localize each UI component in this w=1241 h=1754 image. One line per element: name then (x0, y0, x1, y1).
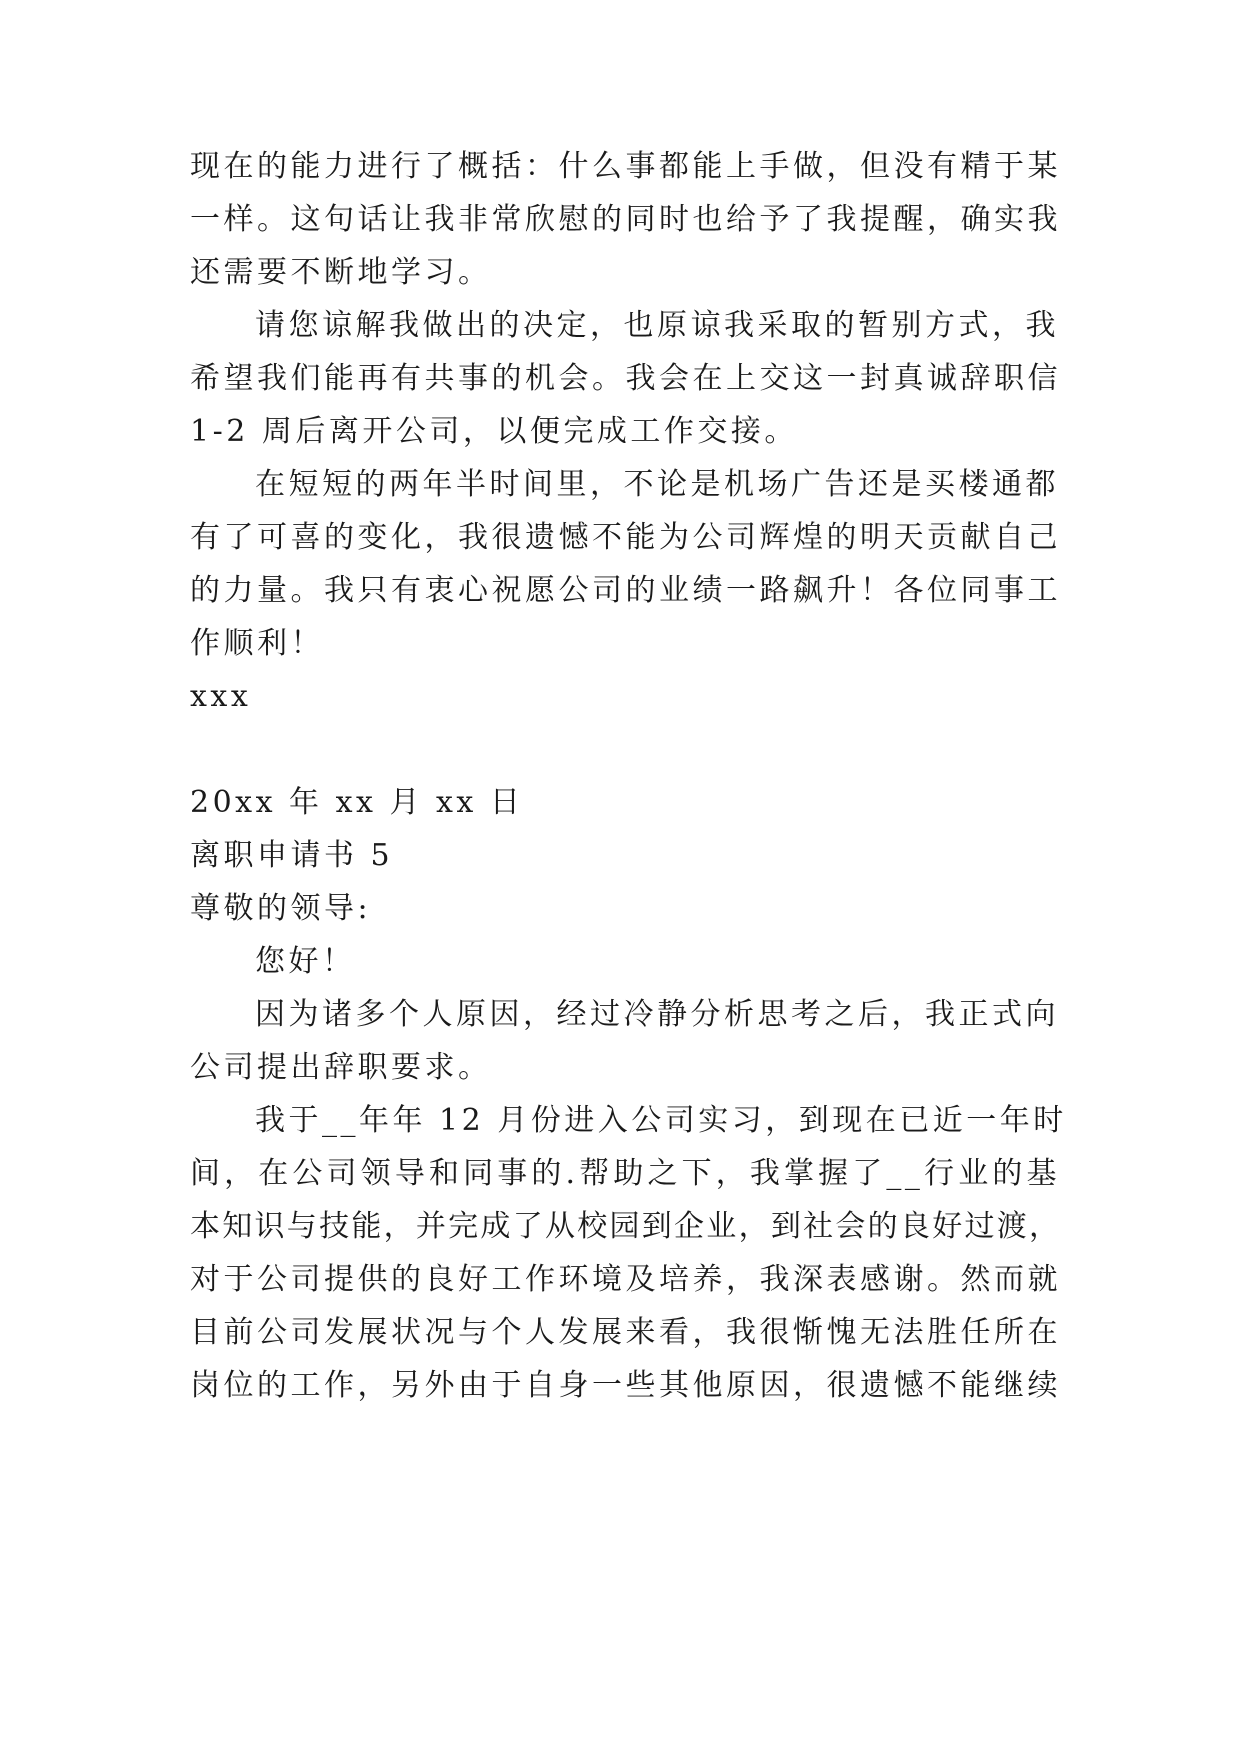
paragraph-line: 岗位的工作，另外由于自身一些其他原因，很遗憾不能继续 (190, 1368, 1061, 1403)
paragraph-line: 目前公司发展状况与个人发展来看，我很惭愧无法胜任所在 (190, 1315, 1061, 1350)
paragraph-line: 现在的能力进行了概括：什么事都能上手做，但没有精于某 (190, 149, 1061, 184)
paragraph-line: 1-2 周后离开公司，以便完成工作交接。 (190, 414, 798, 449)
letter-date: 20xx 年 xx 月 xx 日 (190, 785, 524, 820)
paragraph-line: 请您谅解我做出的决定，也原谅我采取的暂别方式，我 (255, 308, 1059, 343)
paragraph-line: 一样。这句话让我非常欣慰的同时也给予了我提醒，确实我 (190, 202, 1061, 237)
paragraph-line: 还需要不断地学习。 (190, 255, 492, 290)
paragraph-line: 的力量。我只有衷心祝愿公司的业绩一路飙升！各位同事工 (190, 573, 1061, 608)
signature: xxx (190, 679, 252, 714)
paragraph-line: 有了可喜的变化，我很遗憾不能为公司辉煌的明天贡献自己 (190, 520, 1061, 555)
paragraph-line: 希望我们能再有共事的机会。我会在上交这一封真诚辞职信 (190, 361, 1061, 396)
salutation: 尊敬的领导: (190, 891, 372, 926)
paragraph-line: 本知识与技能，并完成了从校园到企业，到社会的良好过渡， (190, 1209, 1060, 1244)
paragraph-line: 在短短的两年半时间里，不论是机场广告还是买楼通都 (255, 467, 1059, 502)
paragraph-line: 公司提出辞职要求。 (190, 1050, 492, 1085)
paragraph-line: 因为诸多个人原因，经过冷静分析思考之后，我正式向 (255, 997, 1059, 1032)
paragraph-line: 作顺利！ (190, 626, 324, 661)
letter-title: 离职申请书 5 (190, 838, 394, 873)
greeting: 您好！ (255, 944, 356, 979)
paragraph-line: 间，在公司领导和同事的.帮助之下，我掌握了__行业的基 (190, 1156, 1060, 1191)
paragraph-line: 对于公司提供的良好工作环境及培养，我深表感谢。然而就 (190, 1262, 1061, 1297)
paragraph-line: 我于__年年 12 月份进入公司实习，到现在已近一年时 (255, 1103, 1067, 1138)
